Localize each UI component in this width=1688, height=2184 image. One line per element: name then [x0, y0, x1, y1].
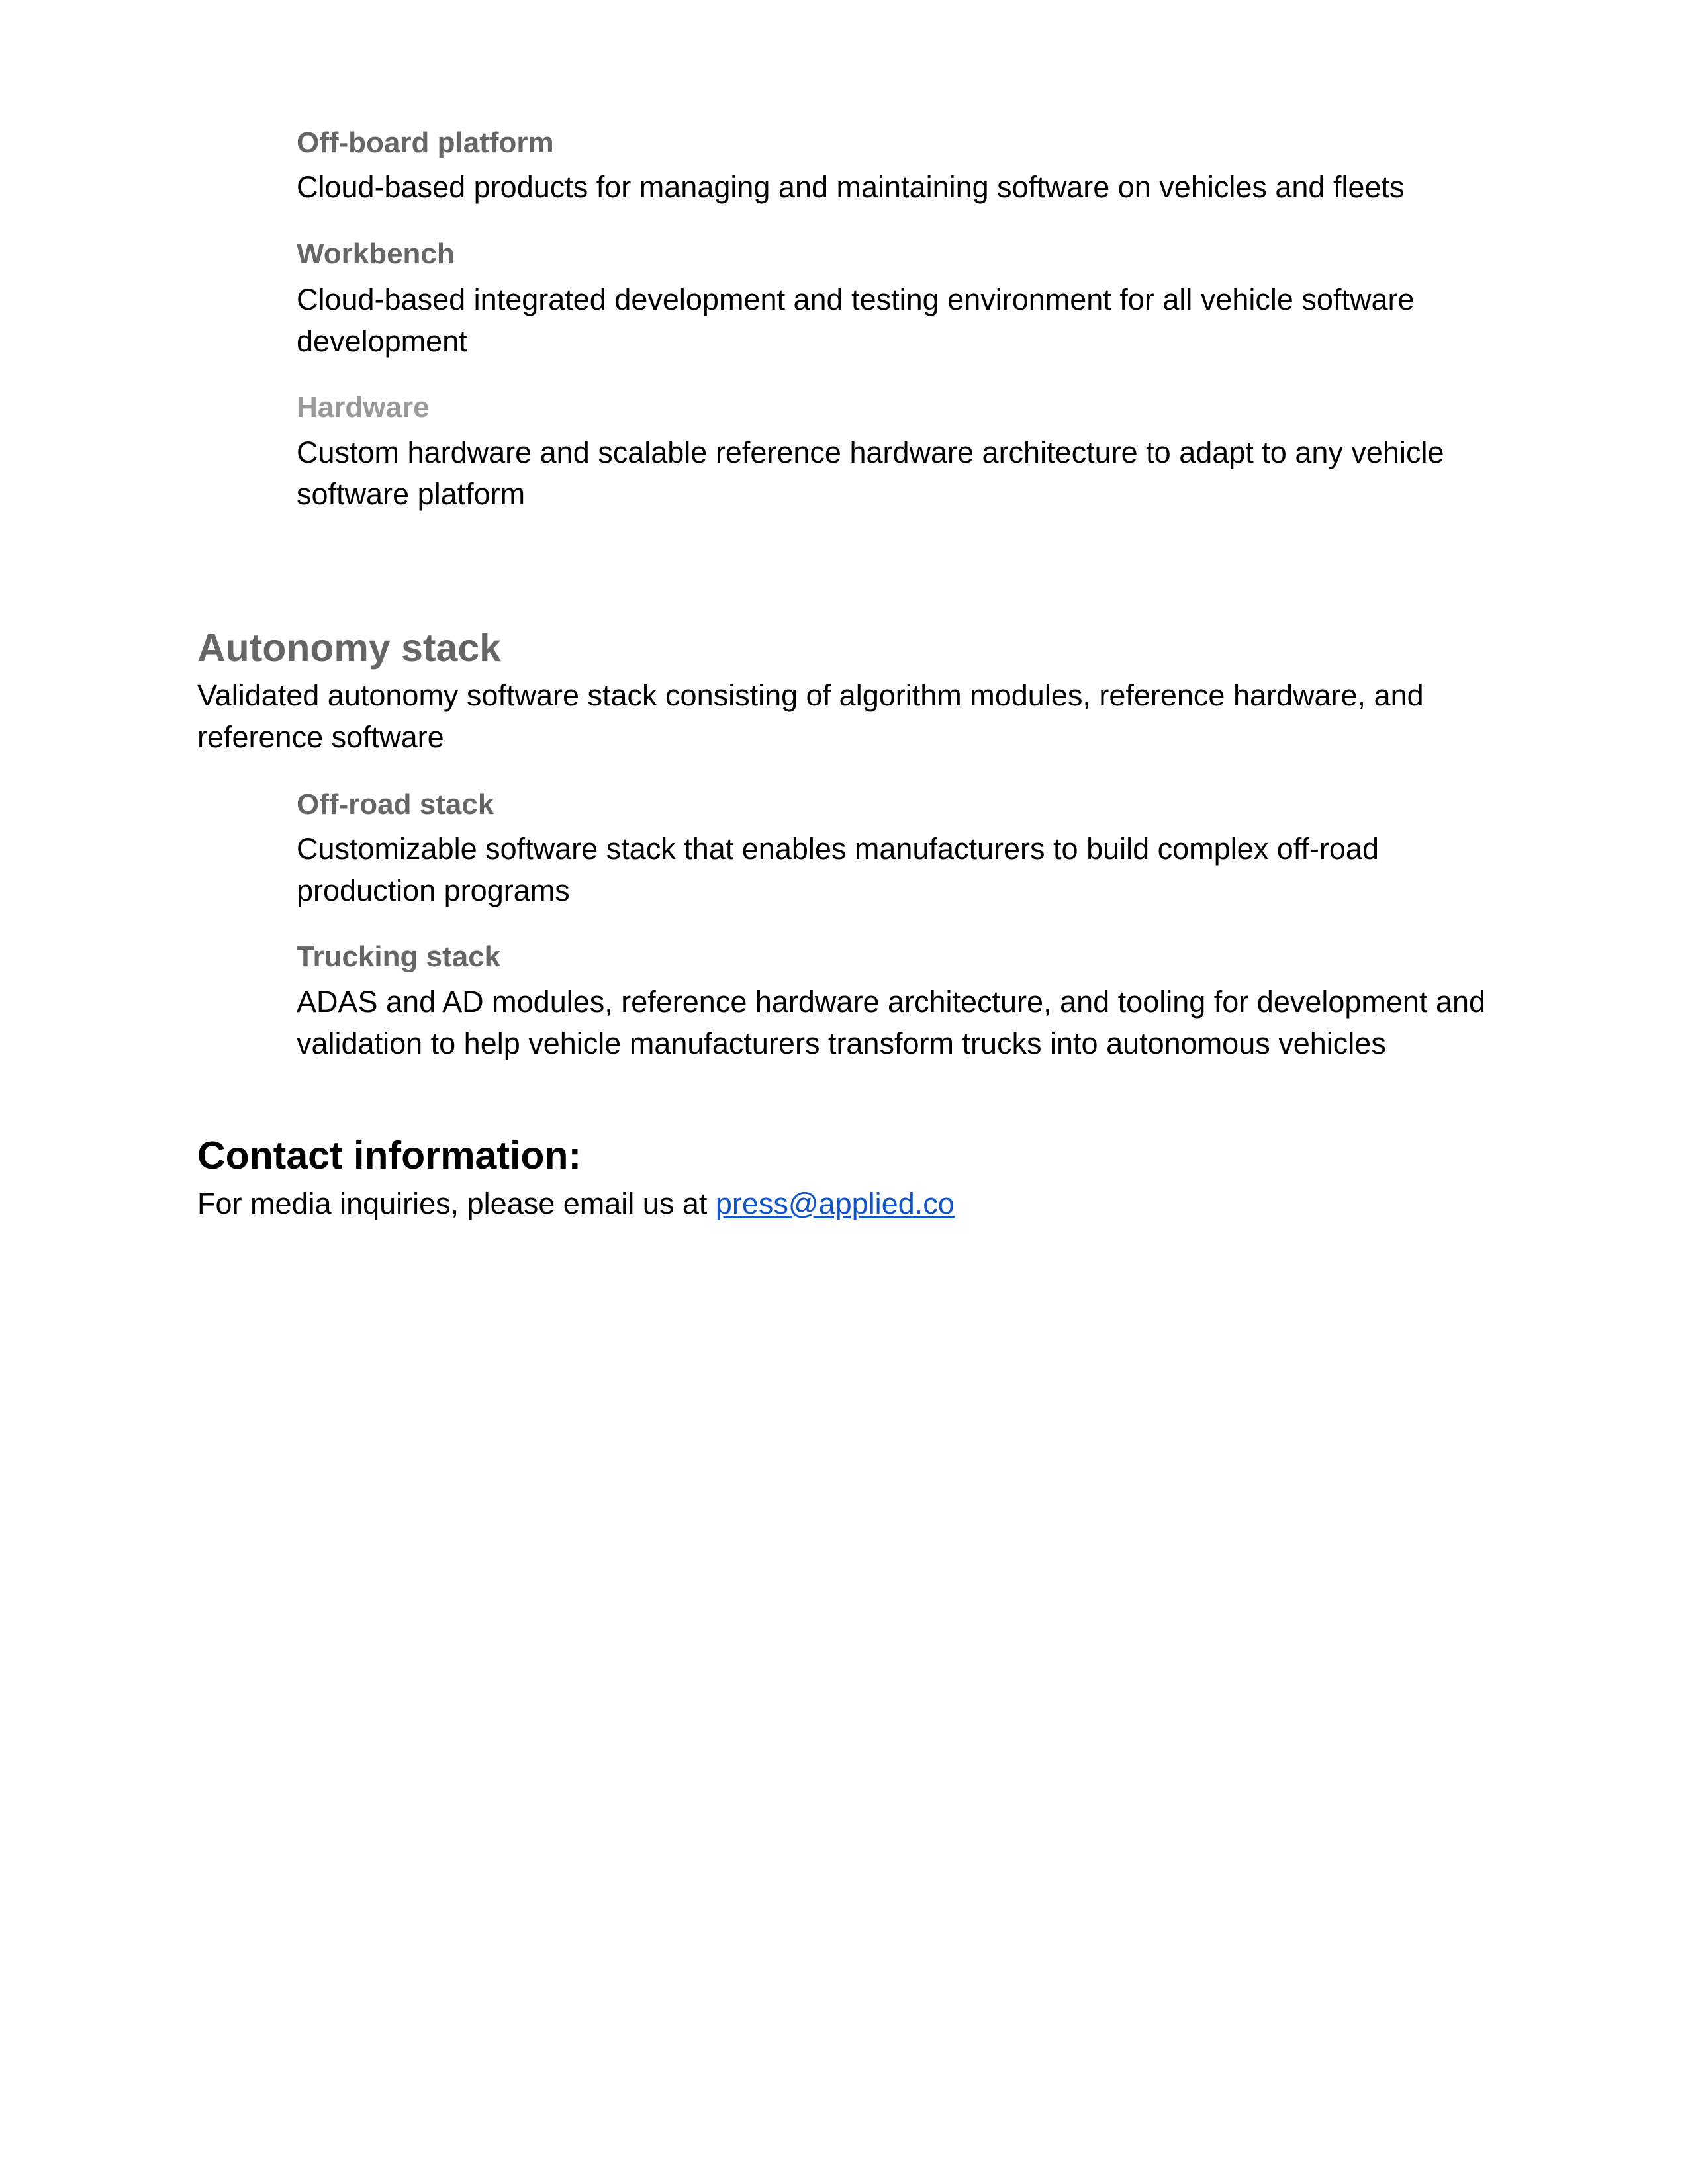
- contact-information-heading: Contact information:: [197, 1134, 582, 1177]
- trucking-stack-heading: Trucking stack: [297, 940, 501, 973]
- hardware-description: Custom hardware and scalable reference hardware architecture to adapt to any vehicle software platform: [297, 435, 1444, 511]
- contact-text: For media inquiries, please email us at: [197, 1187, 716, 1220]
- autonomy-stack-description: Validated autonomy software stack consisting of algorithm modules, reference hardware, and reference software: [197, 678, 1424, 754]
- off-board-platform-heading: Off-board platform: [297, 126, 554, 159]
- off-road-stack-heading: Off-road stack: [297, 788, 494, 821]
- press-email-link[interactable]: press@applied.co: [715, 1187, 955, 1220]
- autonomy-stack-heading: Autonomy stack: [197, 626, 501, 670]
- workbench-description: Cloud-based integrated development and testing environment for all vehicle software development: [297, 283, 1415, 358]
- hardware-heading: Hardware: [297, 391, 430, 424]
- contact-information-text: [197, 1183, 1455, 1224]
- off-road-stack-description: Customizable software stack that enables manufacturers to build complex off-road production programs: [297, 832, 1379, 907]
- workbench-heading: Workbench: [297, 238, 455, 270]
- off-board-platform-description: Cloud-based products for managing and maintaining software on vehicles and fleets: [297, 170, 1405, 204]
- trucking-stack-description: ADAS and AD modules, reference hardware architecture, and tooling for development and validation to help vehicle manufacturers transform trucks into autonomous vehicles: [297, 985, 1486, 1060]
